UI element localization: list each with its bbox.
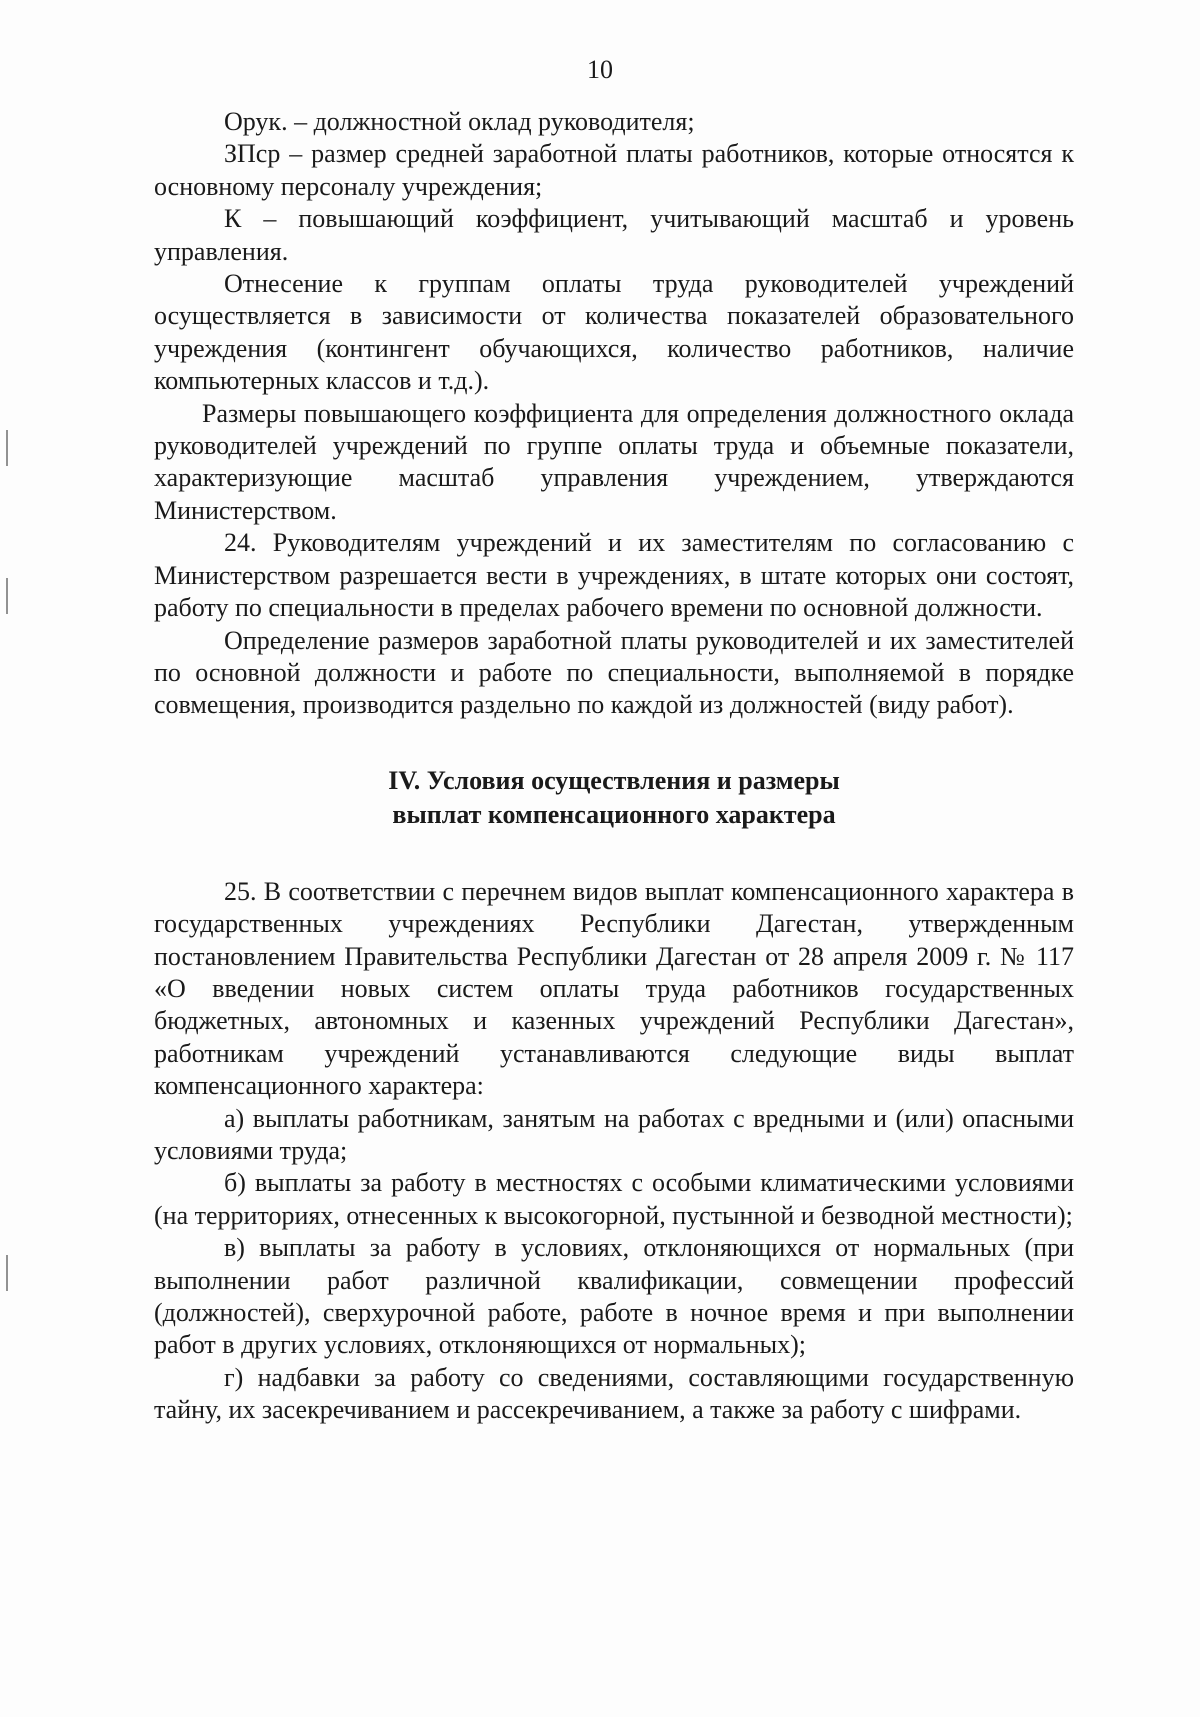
list-item-b: б) выплаты за работу в местностях с особыми климатическими условиями (на территориях, отнесенных к высокогорной, пустынной и безводной местности); xyxy=(154,1168,1074,1230)
page-number: 10 xyxy=(587,55,613,84)
paragraph-zpsr-definition: ЗПср – размер средней заработной платы работников, которые относятся к основному персоналу учреждения; xyxy=(154,139,1074,201)
paragraph-group-assignment: Отнесение к группам оплаты труда руководителей учреждений осуществляется в зависимости от количества показателей образовательного учреждения (контингент обучающихся, количество работников, наличие компьютерных классов и т.д.). xyxy=(154,269,1074,396)
scan-edge-mark xyxy=(6,1255,8,1291)
paragraph-k-definition: К – повышающий коэффициент, учитывающий масштаб и уровень управления. xyxy=(154,204,1074,266)
paragraph-coefficient-approval: Размеры повышающего коэффициента для определения должностного оклада руководителей учреждений по группе оплаты труда и объемные показатели, характеризующие масштаб управления учреждением, утверждаются Министерством. xyxy=(154,398,1074,525)
scan-edge-mark xyxy=(6,430,8,466)
section-heading-line-2: выплат компенсационного характера xyxy=(392,799,836,829)
paragraph-item-24: 24. Руководителям учреждений и их заместителям по согласованию с Министерством разрешается вести в учреждениях, в штате которых они состоят, работу по специальности в пределах рабочего времени по основной должности. xyxy=(154,528,1074,623)
list-item-g: г) надбавки за работу со сведениями, составляющими государственную тайну, их засекречиванием и рассекречиванием, а также за работу с шифрами. xyxy=(154,1362,1074,1425)
paragraph-item-25: 25. В соответствии с перечнем видов выплат компенсационного характера в государственных учреждениях Республики Дагестан, утвержденным постановлением Правительства Республики Дагестан от 28 апреля 2009 г. № 117 «О введении новых систем оплаты труда работников государственных бюджетных, автономных и казенных учреждений Республики Дагестан», работникам учреждений устанавливаются следующие виды выплат компенсационного характера: xyxy=(154,876,1074,1101)
list-item-a: а) выплаты работникам, занятым на работах с вредными и (или) опасными условиями труда; xyxy=(154,1103,1074,1165)
paragraph-salary-determination: Определение размеров заработной платы руководителей и их заместителей по основной должности и работе по специальности, выполняемой в порядке совмещения, производится раздельно по каждой из должностей (виду работ). xyxy=(154,625,1074,720)
section-heading xyxy=(154,764,1074,832)
scan-edge-mark xyxy=(6,578,8,614)
section-heading-line-1: IV. Условия осуществления и размеры xyxy=(388,765,840,795)
document-body xyxy=(154,106,1074,1427)
paragraph-oruk-definition: Орук. – должностной оклад руководителя; xyxy=(224,107,695,136)
list-item-v: в) выплаты за работу в условиях, отклоняющихся от нормальных (при выполнении работ различной квалификации, совмещении профессий (должностей), сверхурочной работе, работе в ночное время и при выполнении работ в других условиях, отклоняющихся от нормальных); xyxy=(154,1233,1074,1360)
